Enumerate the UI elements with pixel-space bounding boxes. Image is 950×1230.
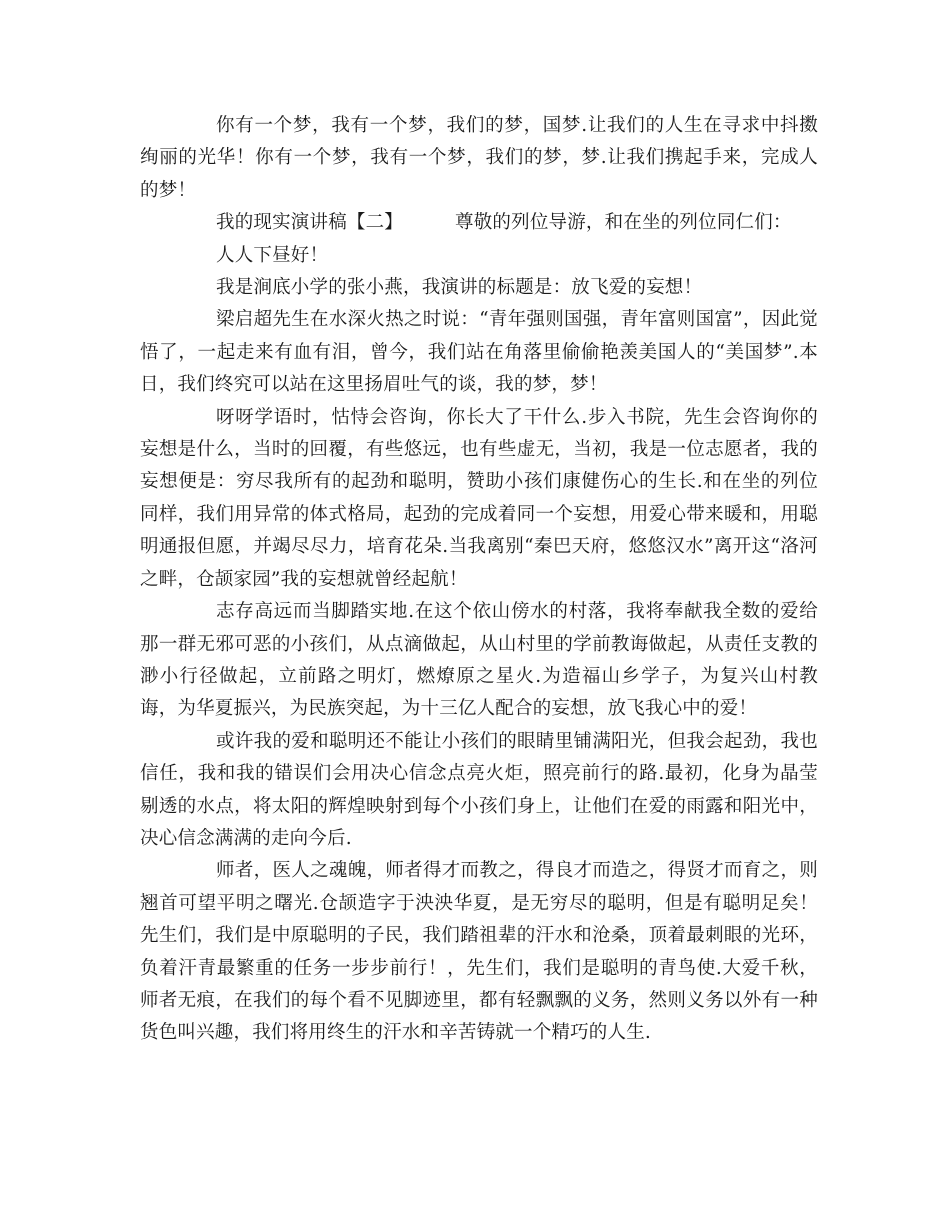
paragraph-9: 师者，医人之魂魄，师者得才而教之，得良才而造之，得贤才而育之，则翘首可望平明之曙光.仓颉造字于泱泱华夏，是无穷尽的聪明，但是有聪明足矣！先生们，我们是中原聪明的子民，我们踏祖辈的汗水和沧桑，顶着最刺眼的光环，负着汗青最繁重的任务一步步前行！，先生们，我们是聪明的青鸟使.大爱千秋，师者无痕，在我们的每个看不见脚迹里，都有轻飘飘的义务，然则义务以外有一种货色叫兴趣，我们将用终生的汗水和辛苦铸就一个精巧的人生. (140, 860, 818, 1044)
paragraph-3: 人人下昼好！ (216, 244, 329, 266)
section-heading: 我的现实演讲稿【二】 (216, 212, 404, 234)
paragraph-8: 或许我的爱和聪明还不能让小孩们的眼睛里铺满阳光，但我会起劲，我也信任，我和我的错误们会用决心信念点亮火炬，照亮前行的路.最初，化身为晶莹剔透的水点，将太阳的辉煌映射到每个小孩们身上，让他们在爱的雨露和阳光中，决心信念满满的走向今后. (140, 730, 818, 849)
salutation: 尊敬的列位导游，和在坐的列位同仁们： (455, 212, 792, 234)
paragraph-5: 梁启超先生在水深火热之时说：“青年强则国强，青年富则国富”，因此觉悟了，一起走来有血有泪，曾今，我们站在角落里偷偷艳羡美国人的“美国梦”.本日，我们终究可以站在这里扬眉吐气的谈，我的梦，梦！ (140, 309, 818, 396)
document-body (140, 110, 818, 1050)
paragraph-4: 我是涧底小学的张小燕，我演讲的标题是：放飞爱的妄想！ (216, 277, 703, 299)
paragraph-1: 你有一个梦，我有一个梦，我们的梦，国梦.让我们的人生在寻求中抖擞绚丽的光华！你有一个梦，我有一个梦，我们的梦，梦.让我们携起手来，完成人的梦！ (140, 115, 818, 201)
paragraph-6: 呀呀学语时，怙恃会咨询，你长大了干什么.步入书院，先生会咨询你的妄想是什么，当时的回覆，有些悠远，也有些虚无，当初，我是一位志愿者，我的妄想便是：穷尽我所有的起劲和聪明，赞助小孩们康健伤心的生长.和在坐的列位同样，我们用异常的体式格局，起劲的完成着同一个妄想，用爱心带来暖和，用聪明通报但愿，并竭尽尽力，培育花朵.当我离别“秦巴天府，悠悠汉水”离开这“洛河之畔，仓颉家园”我的妄想就曾经起航！ (140, 406, 818, 590)
paragraph-2 (140, 207, 818, 239)
paragraph-7: 志存高远而当脚踏实地.在这个依山傍水的村落，我将奉献我全数的爱给那一群无邪可恶的小孩们，从点滴做起，从山村里的学前教诲做起，从责任支教的渺小行径做起，立前路之明灯，燃燎原之星火.为造福山乡学子，为复兴山村教诲，为华夏振兴，为民族突起，为十三亿人配合的妄想，放飞我心中的爱！ (140, 601, 818, 720)
